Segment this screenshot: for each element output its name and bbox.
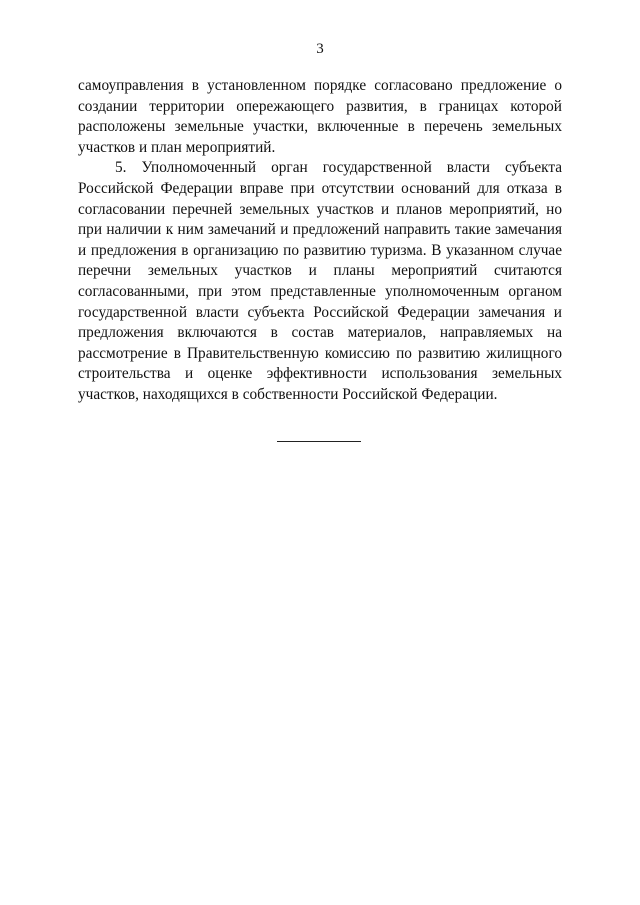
paragraph-continuation: самоуправления в установленном порядке согласовано предложение о создании территории опережающего развития, в границах которой расположены земельные участки, включенные в перечень земельных участков и план мероприятий.	[78, 77, 562, 156]
page-number: 3	[316, 41, 324, 57]
paragraph-item-5: 5. Уполномоченный орган государственной власти субъекта Российской Федерации вправе при отсутствии оснований для отказа в согласовании перечней земельных участков и планов мероприятий, но при наличии к ним замечаний и предложений направить такие замечания и предложения в организацию по развитию туризма. В указанном случае перечни земельных участков и планы мероприятий считаются согласованными, при этом представленные уполномоченным органом государственной власти субъекта Российской Федерации замечания и предложения включаются в состав материалов, направляемых на рассмотрение в Правительственную комиссию по развитию жилищного строительства и оценке эффективности использования земельных участков, находящихся в собственности Российской Федерации.	[78, 159, 562, 403]
document-body	[78, 76, 562, 406]
end-separator-line	[277, 441, 361, 442]
